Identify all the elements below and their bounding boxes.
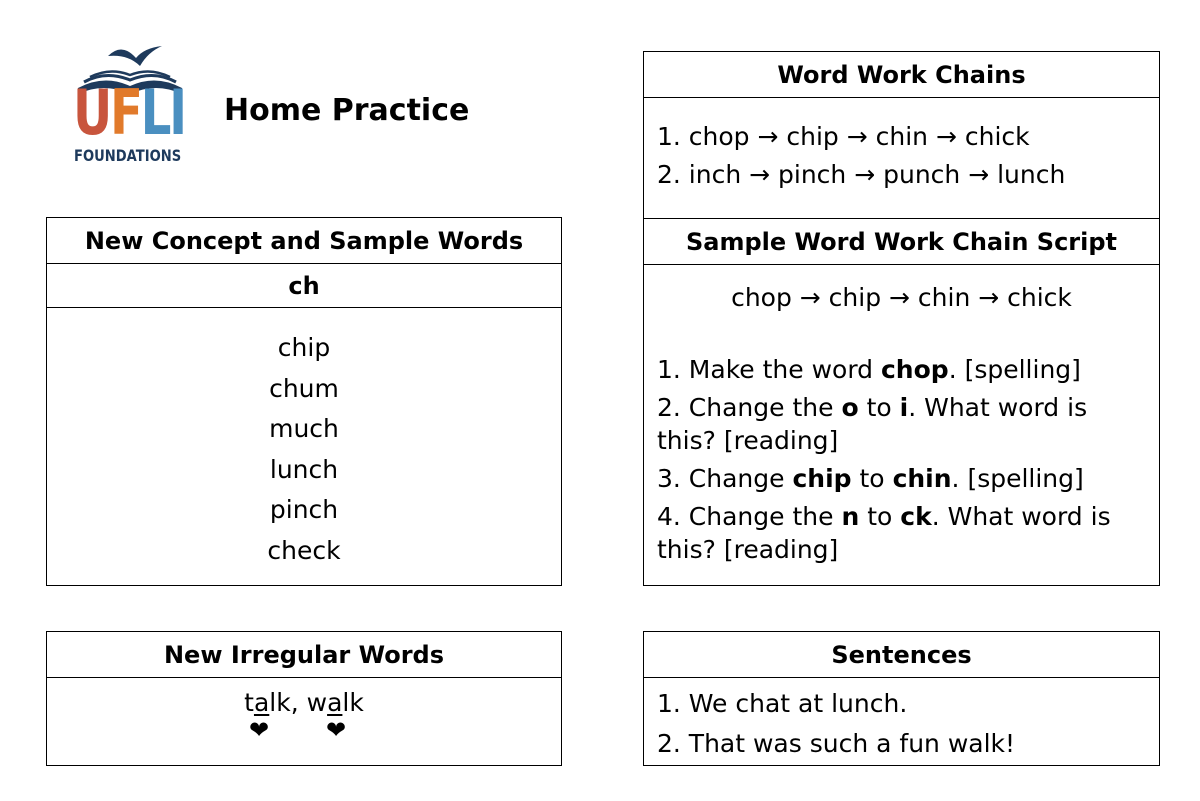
- concept-box: [46, 217, 562, 586]
- sample-word: chip: [277, 333, 331, 362]
- page-title: Home Practice: [224, 93, 470, 128]
- sample-word-list: [47, 308, 561, 571]
- heart-icon: ❤: [326, 716, 347, 744]
- concept-subheader: ch: [47, 264, 561, 308]
- script-chain: chop → chip → chin → chick: [731, 283, 1072, 312]
- script-header: Sample Word Work Chain Script: [644, 219, 1159, 265]
- script-step-keyword: chip: [792, 464, 852, 493]
- script-step-text: to: [859, 502, 901, 531]
- script-step-text: 2. Change the: [657, 393, 842, 422]
- script-step-text: . [spelling]: [951, 464, 1084, 493]
- script-step-text: 4. Change the: [657, 502, 842, 531]
- script-step-text: . What word is this? [reading]: [657, 502, 1111, 564]
- logo-letter-u: U: [73, 76, 110, 149]
- sample-word: pinch: [269, 495, 339, 524]
- script-step: [657, 462, 1146, 495]
- irregular-word-talk: talk: [244, 688, 291, 717]
- concept-header: New Concept and Sample Words: [47, 218, 561, 264]
- script-step-text: 3. Change: [657, 464, 793, 493]
- script-step-text: . What word is this? [reading]: [657, 393, 1088, 455]
- heart-letter: a: [253, 688, 270, 717]
- ufli-logo: [70, 44, 190, 168]
- chain-item: 1. chop → chip → chin → chick: [657, 122, 1030, 151]
- chains-header: Word Work Chains: [644, 52, 1159, 98]
- sentence-item: 1. We chat at lunch.: [657, 689, 908, 718]
- sample-word: lunch: [269, 454, 339, 484]
- word-separator: ,: [290, 688, 307, 717]
- script-step-keyword: chin: [892, 464, 952, 493]
- script-step-text: . [spelling]: [948, 355, 1081, 384]
- logo-letter-f: F: [109, 76, 141, 149]
- script-steps: [657, 331, 1146, 566]
- script-step-keyword: chop: [880, 355, 949, 384]
- script-step-text: to: [858, 393, 900, 422]
- script-step-keyword: n: [841, 502, 860, 531]
- chain-item: 2. inch → pinch → punch → lunch: [657, 160, 1066, 189]
- irregular-word-line: [47, 678, 561, 748]
- chains-box: [643, 51, 1160, 586]
- script-step-keyword: i: [899, 393, 909, 422]
- script-step-keyword: ck: [900, 502, 932, 531]
- logo-letter-l: L: [140, 76, 170, 149]
- sentence-list: [644, 678, 1159, 764]
- heart-letter: a: [327, 688, 343, 717]
- logo-letter-i: I: [169, 76, 185, 149]
- irregular-box: [46, 631, 562, 766]
- logo-subtitle: FOUNDATIONS: [74, 146, 182, 165]
- irregular-header: New Irregular Words: [47, 632, 561, 678]
- sample-word: check: [267, 535, 341, 565]
- script-body: [644, 265, 1159, 566]
- script-step-text: 1. Make the word: [657, 355, 881, 384]
- sample-word: much: [269, 414, 339, 443]
- chain-list: [644, 98, 1159, 219]
- logo-wordmark: [73, 76, 185, 149]
- script-step: [657, 391, 1146, 457]
- script-step-text: to: [851, 464, 893, 493]
- sentence-item: 2. That was such a fun walk!: [657, 729, 1016, 758]
- heart-icon: ❤: [249, 716, 270, 744]
- sentences-header: Sentences: [644, 632, 1159, 678]
- script-step: [657, 353, 1146, 386]
- sentences-box: [643, 631, 1160, 766]
- script-step-keyword: o: [841, 393, 859, 422]
- script-step: [657, 500, 1146, 566]
- irregular-word-walk: walk: [306, 688, 364, 717]
- sample-word: chum: [269, 373, 339, 403]
